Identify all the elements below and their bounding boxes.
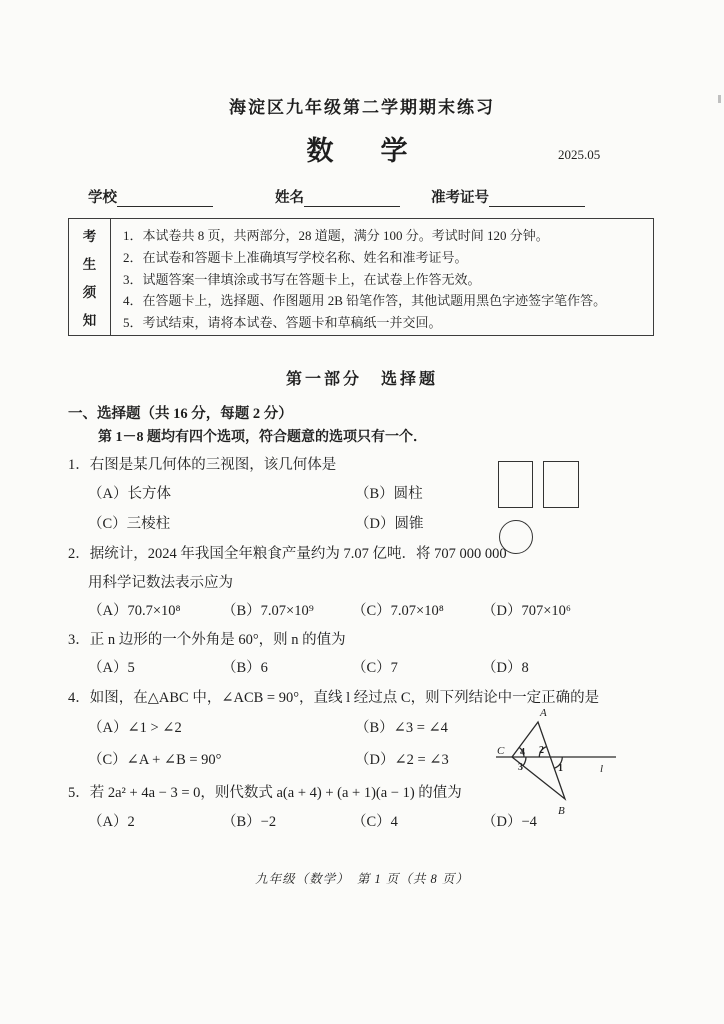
question-2-text: 2．据统计，2024 年我国全年粮食产量约为 7.07 亿吨．将 707 000 000 <box>68 546 507 562</box>
q5-option-a: （A）2 <box>88 814 135 830</box>
angle-4-label: 4 <box>520 747 525 758</box>
question-1-text: 1．右图是某几何体的三视图，该几何体是 <box>68 457 337 473</box>
candidate-info-row <box>88 186 585 207</box>
angle-3-arc <box>523 757 526 766</box>
notice-item: 2．在试卷和答题卡上准确填写学校名称、姓名和准考证号。 <box>123 249 468 265</box>
section-heading: 一、选择题（共 16 分，每题 2 分） <box>68 406 293 422</box>
q2-option-c: （C）7.07×10⁸ <box>352 603 444 619</box>
point-b-label: B <box>558 805 565 817</box>
id-label: 准考证号 <box>431 190 489 206</box>
q3-option-d: （D）8 <box>482 660 529 676</box>
q4-option-d: （D）∠2 = ∠3 <box>355 752 449 768</box>
point-a-label: A <box>540 707 547 719</box>
triangle-figure <box>494 703 670 821</box>
triangle-abc <box>512 722 565 799</box>
question-5-text: 5．若 2a² + 4a − 3 = 0，则代数式 a(a + 4) + (a + 1)(a − 1) 的值为 <box>68 785 462 801</box>
notice-side-label: 考 生 须 知 <box>69 219 111 335</box>
q2-option-d: （D）707×10⁶ <box>482 603 571 619</box>
subject-title: 数 学 <box>306 136 418 166</box>
q1-option-b: （B）圆柱 <box>355 486 423 502</box>
q5-option-d: （D）−4 <box>482 814 537 830</box>
question-2-text-line2: 用科学记数法表示应为 <box>88 575 233 591</box>
school-blank-line <box>117 191 213 207</box>
q1-option-c: （C）三棱柱 <box>88 516 171 532</box>
q1-option-a: （A）长方体 <box>88 486 171 502</box>
section-note: 第 1－8 题均有四个选项，符合题意的选项只有一个． <box>98 430 427 445</box>
q5-option-c: （C）4 <box>352 814 398 830</box>
q5-option-b: （B）−2 <box>222 814 277 830</box>
name-blank-line <box>304 191 400 207</box>
id-blank-line <box>489 191 585 207</box>
notice-item: 4．在答题卡上，选择题、作图题用 2B 铅笔作答，其他试题用黑色字迹签字笔作答。 <box>123 293 607 309</box>
exam-title: 海淀区九年级第二学期期末练习 <box>229 98 495 117</box>
q4-option-b: （B）∠3 = ∠4 <box>355 720 448 736</box>
angle-1-label: 1 <box>558 763 563 774</box>
exam-date: 2025.05 <box>558 147 601 162</box>
question-4-text: 4．如图，在△ABC 中，∠ACB = 90°，直线 l 经过点 C，则下列结论中一定正确的是 <box>68 690 600 706</box>
side-view-rect <box>543 461 579 508</box>
notice-item: 1．本试卷共 8 页，共两部分，28 道题，满分 100 分。考试时间 120 分钟。 <box>123 228 549 243</box>
name-label: 姓名 <box>275 190 304 206</box>
notice-items <box>111 219 653 335</box>
angle-2-label: 2 <box>539 745 544 756</box>
notice-item: 5．考试结束，请将本试卷、答题卡和草稿纸一并交回。 <box>123 315 442 331</box>
page-footer: 九年级（数学） 第 1 页（共 8 页） <box>255 872 469 886</box>
front-view-rect <box>498 461 533 508</box>
notice-item: 3．试题答案一律填涂或书写在答题卡上，在试卷上作答无效。 <box>123 271 481 287</box>
q4-option-c: （C）∠A + ∠B = 90° <box>88 752 222 768</box>
candidate-notice-box <box>68 218 654 336</box>
point-c-label: C <box>497 745 505 757</box>
q1-option-d: （D）圆锥 <box>355 516 424 532</box>
q2-option-a: （A）70.7×10⁸ <box>88 603 181 619</box>
q3-option-a: （A）5 <box>88 660 135 676</box>
q3-option-c: （C）7 <box>352 660 398 676</box>
angle-3-label: 3 <box>518 762 523 773</box>
three-view-figure <box>497 461 589 559</box>
q3-option-b: （B）6 <box>222 660 268 676</box>
question-3-text: 3．正 n 边形的一个外角是 60°，则 n 的值为 <box>68 632 346 648</box>
line-l-label: l <box>600 763 604 775</box>
part-one-title: 第一部分 选择题 <box>285 371 438 388</box>
q4-option-a: （A）∠1 > ∠2 <box>88 720 182 736</box>
school-label: 学校 <box>88 190 117 206</box>
q2-option-b: （B）7.07×10⁹ <box>222 603 314 619</box>
